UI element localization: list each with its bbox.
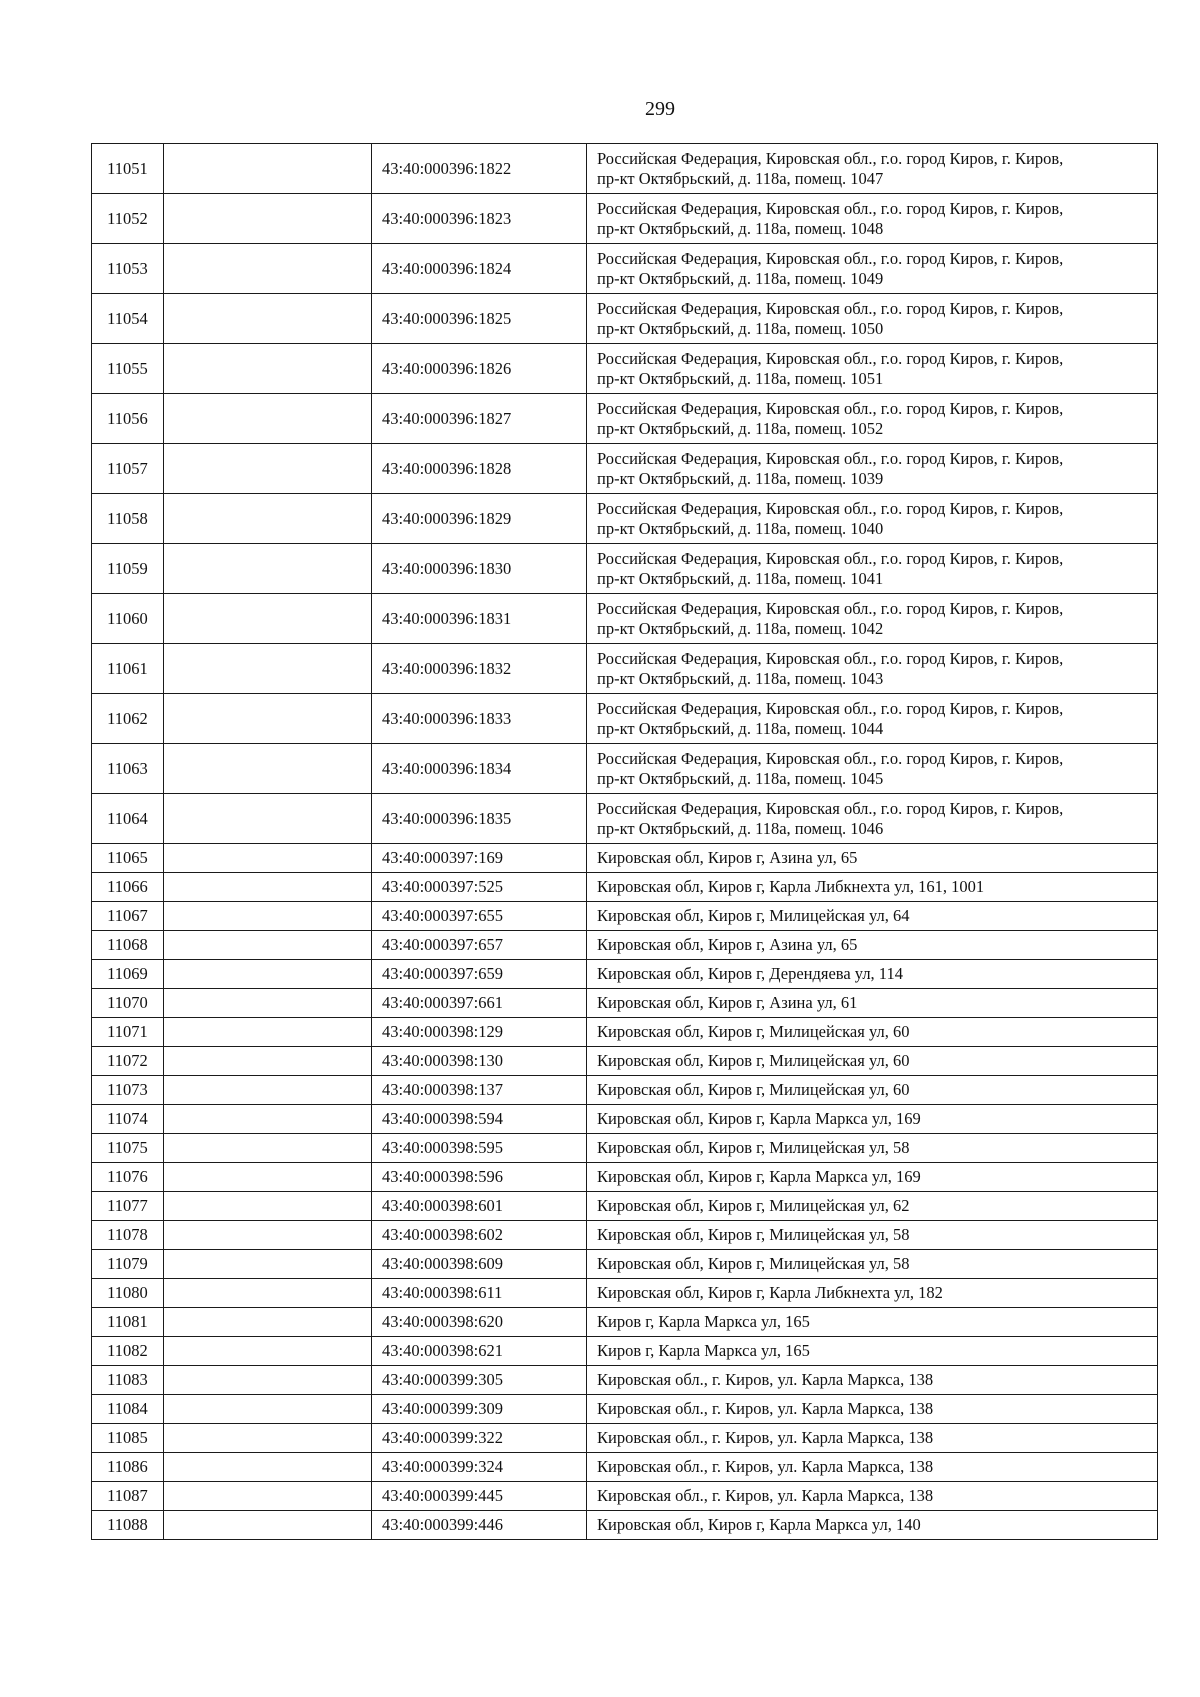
empty-cell bbox=[164, 1308, 372, 1337]
table-row bbox=[92, 744, 1158, 794]
table-row bbox=[92, 960, 1158, 989]
empty-cell bbox=[164, 394, 372, 444]
cadastral-number-cell: 43:40:000397:657 bbox=[372, 931, 587, 960]
cadastral-number-cell: 43:40:000398:596 bbox=[372, 1163, 587, 1192]
address-line: Российская Федерация, Кировская обл., г.о. город Киров, г. Киров, bbox=[597, 298, 1064, 318]
row-number-cell: 11063 bbox=[92, 744, 164, 794]
empty-cell bbox=[164, 1047, 372, 1076]
cadastral-number-cell: 43:40:000396:1824 bbox=[372, 244, 587, 294]
table-row bbox=[92, 494, 1158, 544]
table-row bbox=[92, 1221, 1158, 1250]
empty-cell bbox=[164, 902, 372, 931]
empty-cell bbox=[164, 960, 372, 989]
address-cell bbox=[587, 1337, 1158, 1366]
cadastral-number-cell: 43:40:000398:602 bbox=[372, 1221, 587, 1250]
table-row bbox=[92, 1511, 1158, 1540]
table-row bbox=[92, 294, 1158, 344]
address-cell bbox=[587, 989, 1158, 1018]
address-cell bbox=[587, 1366, 1158, 1395]
row-number-cell: 11085 bbox=[92, 1424, 164, 1453]
address-cell bbox=[587, 1047, 1158, 1076]
address-cell bbox=[587, 902, 1158, 931]
row-number-cell: 11067 bbox=[92, 902, 164, 931]
address-line: Российская Федерация, Кировская обл., г.о. город Киров, г. Киров, bbox=[597, 498, 1064, 518]
address-line: Российская Федерация, Кировская обл., г.о. город Киров, г. Киров, bbox=[597, 548, 1064, 568]
table-row bbox=[92, 1192, 1158, 1221]
row-number-cell: 11083 bbox=[92, 1366, 164, 1395]
empty-cell bbox=[164, 194, 372, 244]
address-cell bbox=[587, 1134, 1158, 1163]
row-number-cell: 11079 bbox=[92, 1250, 164, 1279]
address-line: Киров г, Карла Маркса ул, 165 bbox=[597, 1312, 810, 1331]
address-cell bbox=[587, 594, 1158, 644]
row-number-cell: 11072 bbox=[92, 1047, 164, 1076]
empty-cell bbox=[164, 873, 372, 902]
address-cell bbox=[587, 1250, 1158, 1279]
address-line: Кировская обл, Киров г, Азина ул, 65 bbox=[597, 848, 858, 867]
address-line: Российская Федерация, Кировская обл., г.о. город Киров, г. Киров, bbox=[597, 748, 1064, 768]
row-number-cell: 11080 bbox=[92, 1279, 164, 1308]
cadastral-number-cell: 43:40:000398:130 bbox=[372, 1047, 587, 1076]
address-line: Российская Федерация, Кировская обл., г.о. город Киров, г. Киров, bbox=[597, 648, 1064, 668]
table-row bbox=[92, 544, 1158, 594]
empty-cell bbox=[164, 1453, 372, 1482]
address-line: пр-кт Октябрьский, д. 118а, помещ. 1049 bbox=[597, 268, 884, 288]
empty-cell bbox=[164, 344, 372, 394]
empty-cell bbox=[164, 1395, 372, 1424]
address-cell bbox=[587, 1163, 1158, 1192]
empty-cell bbox=[164, 494, 372, 544]
cadastral-number-cell: 43:40:000396:1827 bbox=[372, 394, 587, 444]
address-line: пр-кт Октябрьский, д. 118а, помещ. 1039 bbox=[597, 468, 884, 488]
row-number-cell: 11066 bbox=[92, 873, 164, 902]
cadastral-number-cell: 43:40:000398:601 bbox=[372, 1192, 587, 1221]
cadastral-number-cell: 43:40:000396:1835 bbox=[372, 794, 587, 844]
page-number: 299 bbox=[645, 98, 675, 120]
empty-cell bbox=[164, 744, 372, 794]
address-line: Кировская обл., г. Киров, ул. Карла Маркса, 138 bbox=[597, 1370, 934, 1389]
address-cell bbox=[587, 244, 1158, 294]
row-number-cell: 11055 bbox=[92, 344, 164, 394]
address-cell bbox=[587, 1482, 1158, 1511]
register-table-body bbox=[92, 144, 1158, 1540]
row-number-cell: 11074 bbox=[92, 1105, 164, 1134]
address-line: пр-кт Октябрьский, д. 118а, помещ. 1047 bbox=[597, 168, 884, 188]
empty-cell bbox=[164, 1163, 372, 1192]
empty-cell bbox=[164, 444, 372, 494]
empty-cell bbox=[164, 989, 372, 1018]
address-line: Кировская обл., г. Киров, ул. Карла Маркса, 138 bbox=[597, 1428, 934, 1447]
address-cell bbox=[587, 344, 1158, 394]
address-cell bbox=[587, 194, 1158, 244]
row-number-cell: 11087 bbox=[92, 1482, 164, 1511]
cadastral-number-cell: 43:40:000398:609 bbox=[372, 1250, 587, 1279]
table-row bbox=[92, 244, 1158, 294]
address-line: Кировская обл, Киров г, Дерендяева ул, 114 bbox=[597, 964, 903, 983]
empty-cell bbox=[164, 244, 372, 294]
address-line: пр-кт Октябрьский, д. 118а, помещ. 1044 bbox=[597, 718, 884, 738]
table-row bbox=[92, 873, 1158, 902]
address-line: Российская Федерация, Кировская обл., г.о. город Киров, г. Киров, bbox=[597, 198, 1064, 218]
table-row bbox=[92, 1018, 1158, 1047]
empty-cell bbox=[164, 594, 372, 644]
address-cell bbox=[587, 644, 1158, 694]
row-number-cell: 11051 bbox=[92, 144, 164, 194]
cadastral-number-cell: 43:40:000399:322 bbox=[372, 1424, 587, 1453]
address-line: Кировская обл, Киров г, Карла Маркса ул, 169 bbox=[597, 1167, 921, 1186]
empty-cell bbox=[164, 1076, 372, 1105]
address-cell bbox=[587, 794, 1158, 844]
empty-cell bbox=[164, 1221, 372, 1250]
cadastral-number-cell: 43:40:000396:1832 bbox=[372, 644, 587, 694]
empty-cell bbox=[164, 1366, 372, 1395]
row-number-cell: 11065 bbox=[92, 844, 164, 873]
table-row bbox=[92, 1395, 1158, 1424]
row-number-cell: 11070 bbox=[92, 989, 164, 1018]
address-line: пр-кт Октябрьский, д. 118а, помещ. 1045 bbox=[597, 768, 884, 788]
address-line: пр-кт Октябрьский, д. 118а, помещ. 1040 bbox=[597, 518, 884, 538]
address-line: Российская Федерация, Кировская обл., г.о. город Киров, г. Киров, bbox=[597, 798, 1064, 818]
row-number-cell: 11058 bbox=[92, 494, 164, 544]
row-number-cell: 11056 bbox=[92, 394, 164, 444]
row-number-cell: 11077 bbox=[92, 1192, 164, 1221]
address-cell bbox=[587, 394, 1158, 444]
cadastral-number-cell: 43:40:000399:305 bbox=[372, 1366, 587, 1395]
row-number-cell: 11075 bbox=[92, 1134, 164, 1163]
table-row bbox=[92, 1076, 1158, 1105]
empty-cell bbox=[164, 294, 372, 344]
address-line: пр-кт Октябрьский, д. 118а, помещ. 1043 bbox=[597, 668, 884, 688]
address-line: Российская Федерация, Кировская обл., г.о. город Киров, г. Киров, bbox=[597, 348, 1064, 368]
table-row bbox=[92, 794, 1158, 844]
empty-cell bbox=[164, 1018, 372, 1047]
table-row bbox=[92, 1453, 1158, 1482]
address-line: Кировская обл, Киров г, Азина ул, 65 bbox=[597, 935, 858, 954]
row-number-cell: 11088 bbox=[92, 1511, 164, 1540]
address-line: Кировская обл., г. Киров, ул. Карла Маркса, 138 bbox=[597, 1457, 934, 1476]
cadastral-number-cell: 43:40:000398:129 bbox=[372, 1018, 587, 1047]
address-line: Кировская обл, Киров г, Карла Либкнехта ул, 161, 1001 bbox=[597, 877, 985, 896]
address-cell bbox=[587, 960, 1158, 989]
table-row bbox=[92, 1482, 1158, 1511]
address-cell bbox=[587, 444, 1158, 494]
address-cell bbox=[587, 544, 1158, 594]
table-row bbox=[92, 444, 1158, 494]
address-cell bbox=[587, 1105, 1158, 1134]
table-row bbox=[92, 694, 1158, 744]
empty-cell bbox=[164, 1337, 372, 1366]
table-row bbox=[92, 1308, 1158, 1337]
cadastral-number-cell: 43:40:000396:1828 bbox=[372, 444, 587, 494]
address-line: Российская Федерация, Кировская обл., г.о. город Киров, г. Киров, bbox=[597, 448, 1064, 468]
cadastral-number-cell: 43:40:000399:309 bbox=[372, 1395, 587, 1424]
row-number-cell: 11076 bbox=[92, 1163, 164, 1192]
table-row bbox=[92, 344, 1158, 394]
address-line: пр-кт Октябрьский, д. 118а, помещ. 1042 bbox=[597, 618, 884, 638]
empty-cell bbox=[164, 1250, 372, 1279]
cadastral-number-cell: 43:40:000398:594 bbox=[372, 1105, 587, 1134]
address-line: пр-кт Октябрьский, д. 118а, помещ. 1050 bbox=[597, 318, 884, 338]
cadastral-number-cell: 43:40:000399:324 bbox=[372, 1453, 587, 1482]
address-line: Кировская обл, Киров г, Милицейская ул, 64 bbox=[597, 906, 910, 925]
row-number-cell: 11082 bbox=[92, 1337, 164, 1366]
address-line: пр-кт Октябрьский, д. 118а, помещ. 1052 bbox=[597, 418, 884, 438]
table-row bbox=[92, 1250, 1158, 1279]
address-line: Кировская обл, Киров г, Карла Либкнехта ул, 182 bbox=[597, 1283, 943, 1302]
cadastral-number-cell: 43:40:000398:595 bbox=[372, 1134, 587, 1163]
row-number-cell: 11069 bbox=[92, 960, 164, 989]
empty-cell bbox=[164, 1511, 372, 1540]
row-number-cell: 11062 bbox=[92, 694, 164, 744]
address-cell bbox=[587, 844, 1158, 873]
empty-cell bbox=[164, 144, 372, 194]
table-row bbox=[92, 1366, 1158, 1395]
address-cell bbox=[587, 1018, 1158, 1047]
empty-cell bbox=[164, 1134, 372, 1163]
table-row bbox=[92, 844, 1158, 873]
address-line: Кировская обл, Киров г, Милицейская ул, 60 bbox=[597, 1051, 910, 1070]
table-row bbox=[92, 1105, 1158, 1134]
empty-cell bbox=[164, 1105, 372, 1134]
address-cell bbox=[587, 694, 1158, 744]
table-row bbox=[92, 394, 1158, 444]
row-number-cell: 11071 bbox=[92, 1018, 164, 1047]
address-line: Кировская обл, Киров г, Милицейская ул, 58 bbox=[597, 1138, 910, 1157]
row-number-cell: 11081 bbox=[92, 1308, 164, 1337]
row-number-cell: 11086 bbox=[92, 1453, 164, 1482]
address-cell bbox=[587, 1424, 1158, 1453]
cadastral-number-cell: 43:40:000397:661 bbox=[372, 989, 587, 1018]
address-line: Кировская обл, Киров г, Милицейская ул, 58 bbox=[597, 1254, 910, 1273]
address-cell bbox=[587, 1221, 1158, 1250]
table-row bbox=[92, 644, 1158, 694]
address-line: Кировская обл, Киров г, Милицейская ул, 62 bbox=[597, 1196, 910, 1215]
address-line: Кировская обл, Киров г, Милицейская ул, 58 bbox=[597, 1225, 910, 1244]
row-number-cell: 11073 bbox=[92, 1076, 164, 1105]
table-row bbox=[92, 1134, 1158, 1163]
cadastral-number-cell: 43:40:000396:1822 bbox=[372, 144, 587, 194]
empty-cell bbox=[164, 644, 372, 694]
address-cell bbox=[587, 744, 1158, 794]
cadastral-number-cell: 43:40:000397:655 bbox=[372, 902, 587, 931]
empty-cell bbox=[164, 1279, 372, 1308]
table-row bbox=[92, 144, 1158, 194]
address-line: пр-кт Октябрьский, д. 118а, помещ. 1041 bbox=[597, 568, 884, 588]
empty-cell bbox=[164, 931, 372, 960]
cadastral-number-cell: 43:40:000396:1833 bbox=[372, 694, 587, 744]
table-row bbox=[92, 902, 1158, 931]
address-line: Российская Федерация, Кировская обл., г.о. город Киров, г. Киров, bbox=[597, 698, 1064, 718]
address-cell bbox=[587, 1076, 1158, 1105]
row-number-cell: 11078 bbox=[92, 1221, 164, 1250]
empty-cell bbox=[164, 544, 372, 594]
table-row bbox=[92, 1424, 1158, 1453]
cadastral-number-cell: 43:40:000396:1834 bbox=[372, 744, 587, 794]
address-cell bbox=[587, 931, 1158, 960]
address-line: пр-кт Октябрьский, д. 118а, помещ. 1051 bbox=[597, 368, 884, 388]
empty-cell bbox=[164, 1424, 372, 1453]
address-cell bbox=[587, 144, 1158, 194]
cadastral-number-cell: 43:40:000399:446 bbox=[372, 1511, 587, 1540]
address-cell bbox=[587, 1395, 1158, 1424]
cadastral-number-cell: 43:40:000396:1825 bbox=[372, 294, 587, 344]
address-cell bbox=[587, 1511, 1158, 1540]
address-line: Кировская обл., г. Киров, ул. Карла Маркса, 138 bbox=[597, 1486, 934, 1505]
address-line: Кировская обл, Киров г, Милицейская ул, 60 bbox=[597, 1080, 910, 1099]
address-line: Российская Федерация, Кировская обл., г.о. город Киров, г. Киров, bbox=[597, 248, 1064, 268]
row-number-cell: 11059 bbox=[92, 544, 164, 594]
cadastral-number-cell: 43:40:000396:1831 bbox=[372, 594, 587, 644]
empty-cell bbox=[164, 1482, 372, 1511]
table-row bbox=[92, 1047, 1158, 1076]
empty-cell bbox=[164, 1192, 372, 1221]
table-row bbox=[92, 989, 1158, 1018]
address-cell bbox=[587, 1453, 1158, 1482]
cadastral-number-cell: 43:40:000396:1823 bbox=[372, 194, 587, 244]
cadastral-number-cell: 43:40:000397:169 bbox=[372, 844, 587, 873]
address-line: пр-кт Октябрьский, д. 118а, помещ. 1048 bbox=[597, 218, 884, 238]
address-line: Российская Федерация, Кировская обл., г.о. город Киров, г. Киров, bbox=[597, 598, 1064, 618]
address-line: Российская Федерация, Кировская обл., г.о. город Киров, г. Киров, bbox=[597, 398, 1064, 418]
cadastral-number-cell: 43:40:000397:525 bbox=[372, 873, 587, 902]
row-number-cell: 11054 bbox=[92, 294, 164, 344]
cadastral-number-cell: 43:40:000398:611 bbox=[372, 1279, 587, 1308]
row-number-cell: 11052 bbox=[92, 194, 164, 244]
address-line: Кировская обл, Киров г, Карла Маркса ул, 169 bbox=[597, 1109, 921, 1128]
empty-cell bbox=[164, 794, 372, 844]
cadastral-number-cell: 43:40:000398:137 bbox=[372, 1076, 587, 1105]
address-line: Российская Федерация, Кировская обл., г.о. город Киров, г. Киров, bbox=[597, 148, 1064, 168]
table-row bbox=[92, 194, 1158, 244]
empty-cell bbox=[164, 694, 372, 744]
cadastral-number-cell: 43:40:000398:620 bbox=[372, 1308, 587, 1337]
address-cell bbox=[587, 1279, 1158, 1308]
row-number-cell: 11060 bbox=[92, 594, 164, 644]
row-number-cell: 11057 bbox=[92, 444, 164, 494]
table-row bbox=[92, 1279, 1158, 1308]
address-cell bbox=[587, 294, 1158, 344]
address-line: Кировская обл, Киров г, Милицейская ул, 60 bbox=[597, 1022, 910, 1041]
address-cell bbox=[587, 1192, 1158, 1221]
table-row bbox=[92, 931, 1158, 960]
cadastral-number-cell: 43:40:000399:445 bbox=[372, 1482, 587, 1511]
table-row bbox=[92, 594, 1158, 644]
address-line: пр-кт Октябрьский, д. 118а, помещ. 1046 bbox=[597, 818, 884, 838]
cadastral-number-cell: 43:40:000396:1830 bbox=[372, 544, 587, 594]
cadastral-number-cell: 43:40:000396:1829 bbox=[372, 494, 587, 544]
empty-cell bbox=[164, 844, 372, 873]
address-line: Кировская обл, Киров г, Азина ул, 61 bbox=[597, 993, 858, 1012]
address-cell bbox=[587, 494, 1158, 544]
row-number-cell: 11064 bbox=[92, 794, 164, 844]
cadastral-number-cell: 43:40:000398:621 bbox=[372, 1337, 587, 1366]
cadastral-number-cell: 43:40:000396:1826 bbox=[372, 344, 587, 394]
row-number-cell: 11053 bbox=[92, 244, 164, 294]
row-number-cell: 11084 bbox=[92, 1395, 164, 1424]
address-line: Кировская обл., г. Киров, ул. Карла Маркса, 138 bbox=[597, 1399, 934, 1418]
address-cell bbox=[587, 1308, 1158, 1337]
address-cell bbox=[587, 873, 1158, 902]
row-number-cell: 11068 bbox=[92, 931, 164, 960]
cadastral-number-cell: 43:40:000397:659 bbox=[372, 960, 587, 989]
register-table bbox=[91, 143, 1158, 1540]
address-line: Киров г, Карла Маркса ул, 165 bbox=[597, 1341, 810, 1360]
row-number-cell: 11061 bbox=[92, 644, 164, 694]
address-line: Кировская обл, Киров г, Карла Маркса ул, 140 bbox=[597, 1515, 921, 1534]
table-row bbox=[92, 1163, 1158, 1192]
table-row bbox=[92, 1337, 1158, 1366]
